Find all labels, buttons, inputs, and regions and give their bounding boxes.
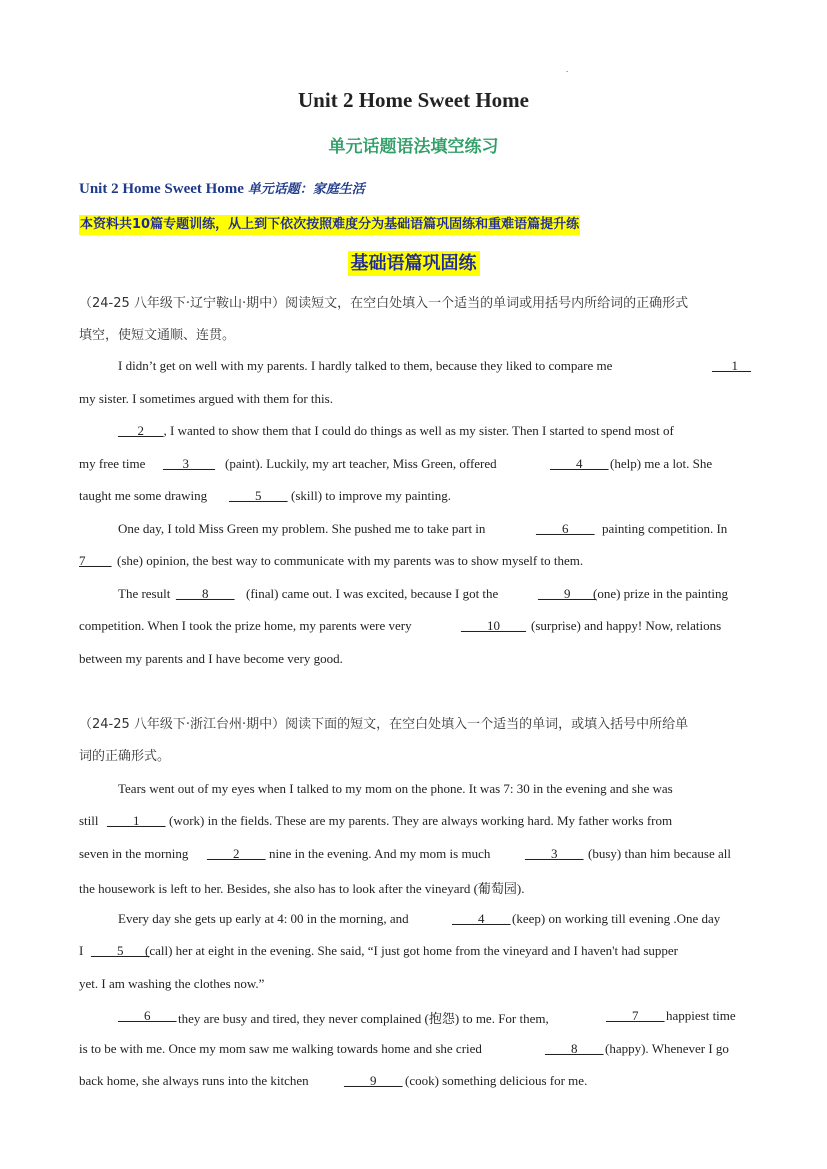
- blank-7: ____7____: [606, 1008, 665, 1023]
- passage1-line: I didn’t get on well with my parents. I hardly talked to them, because they liked to compare me ___1__: [118, 358, 751, 373]
- unit-topic-zh: 单元话题：家庭生活: [247, 182, 365, 197]
- blank-6: ____6____: [536, 521, 595, 536]
- blank-5: ____5____: [91, 943, 150, 958]
- passage2-line: I ____5____ (call) her at eight in the evening. She said, “I just got home from the vineyard and I haven't had supper: [79, 943, 679, 958]
- blank-4: ____4____: [452, 911, 511, 926]
- blank-5: ____5____: [229, 488, 288, 503]
- page-title: Unit 2 Home Sweet Home: [298, 88, 529, 112]
- blank-8: ____8____: [176, 586, 235, 601]
- passage2-line: still ____1____ (work) in the fields. These are my parents. They are always working hard. My father works from: [79, 813, 673, 828]
- passage1-instruction-2: 填空，使短文通顺、连贯。: [79, 328, 236, 343]
- header-dot: .: [566, 64, 569, 74]
- blank-9: ____9____: [538, 586, 597, 601]
- passage1-line: One day, I told Miss Green my problem. She pushed me to take part in ____6____ painting competition. In: [118, 521, 728, 536]
- blank-7: 7____: [79, 553, 112, 568]
- passage1-line: The result ____8____ (final) came out. I was excited, because I got the ____9____ (one) prize in the painting: [118, 586, 729, 601]
- passage1-line: 7____ (she) opinion, the best way to communicate with my parents was to show myself to them.: [79, 553, 584, 568]
- passage2-line: Tears went out of my eyes when I talked to my mom on the phone. It was 7: 30 in the evening and she was: [118, 781, 673, 796]
- blank-3: ____3____: [525, 846, 584, 861]
- passage1-line: my free time ___3____ (paint). Luckily, my art teacher, Miss Green, offered ____4____ (help) me a lot. She: [79, 456, 713, 471]
- highlight-banner: 本资料共10篇专题训练，从上到下依次按照难度分为基础语篇巩固练和重难语篇提升练: [79, 215, 580, 235]
- blank-2: ____2____: [207, 846, 266, 861]
- passage1-line: competition. When I took the prize home, my parents were very ____10____ (surprise) and happy! Now, relations: [79, 618, 722, 633]
- unit-topic: [79, 178, 365, 198]
- unit-topic-en: Unit 2 Home Sweet Home: [79, 181, 248, 197]
- blank-3: ___3____: [163, 456, 215, 471]
- passage1-line: my sister. I sometimes argued with them for this.: [79, 391, 333, 406]
- passage1-instruction-1: （24-25 八年级下·辽宁鞍山·期中）阅读短文，在空白处填入一个适当的单词或用括号内所给词的正确形式: [79, 296, 689, 311]
- passage2-line: the housework is left to her. Besides, she also has to look after the vineyard (葡萄园).: [79, 881, 525, 896]
- passage2-line: back home, she always runs into the kitchen ____9____ (cook) something delicious for me.: [79, 1073, 588, 1088]
- page-subtitle: 单元话题语法填空练习: [328, 137, 499, 157]
- blank-6: ____6____: [118, 1008, 177, 1023]
- blank-10: ____10____: [461, 618, 526, 633]
- passage2-line: yet. I am washing the clothes now.”: [79, 976, 265, 991]
- passage1-line: between my parents and I have become very good.: [79, 651, 343, 666]
- blank-9: ____9____: [344, 1073, 403, 1088]
- passage2-line: ____6____ they are busy and tired, they never complained (抱怨) to me. For them, ____7____ happiest time: [118, 1008, 736, 1026]
- blank-8: ____8____: [545, 1041, 604, 1056]
- passage2-instruction-2: 词的正确形式。: [79, 749, 171, 764]
- passage2-line: is to be with me. Once my mom saw me walking towards home and she cried ____8____ (happy). Whenever I go: [79, 1041, 729, 1056]
- section-heading-text: 基础语篇巩固练: [348, 251, 480, 276]
- passage2-instruction-1: （24-25 八年级下·浙江台州·期中）阅读下面的短文，在空白处填入一个适当的单词，或填入括号中所给单: [79, 717, 689, 732]
- passage1-line: ___2___, I wanted to show them that I could do things as well as my sister. Then I started to spend most of: [118, 423, 674, 438]
- blank-1: ___1__: [712, 358, 751, 373]
- section-heading: [0, 249, 827, 275]
- blank-1: ____1____: [107, 813, 166, 828]
- passage1-line: taught me some drawing ____5____ (skill) to improve my painting.: [79, 488, 451, 503]
- blank-2: ___2___: [118, 423, 164, 438]
- passage2-line: Every day she gets up early at 4: 00 in the morning, and ____4____ (keep) on working till evening .One day: [118, 911, 721, 926]
- passage2-line: seven in the morning ____2____ nine in the evening. And my mom is much ____3____ (busy) than him because all: [79, 846, 731, 861]
- blank-4: ____4____: [550, 456, 609, 471]
